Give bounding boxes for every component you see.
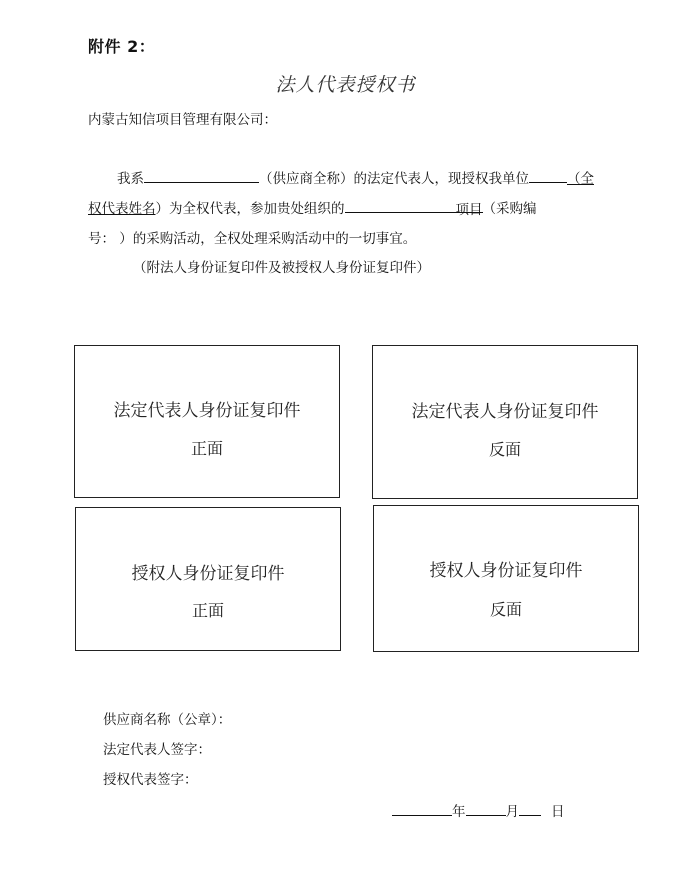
supplier-name-blank[interactable]	[144, 165, 259, 183]
day-blank[interactable]	[519, 798, 541, 816]
day-label: 日	[551, 804, 565, 820]
id-box-legal-front	[74, 345, 340, 498]
id-box-auth-front	[75, 507, 341, 651]
legal-rep-signature-label: 法定代表人签字：	[103, 742, 211, 758]
body-text: ）为全权代表，参加贵处组织的	[155, 201, 345, 217]
project-name-blank[interactable]	[345, 195, 483, 218]
attachment-note: （附法人身份证复印件及被授权人身份证复印件）	[133, 260, 430, 276]
year-blank[interactable]	[392, 798, 452, 816]
body-line-3: 号： ）的采购活动，全权处理采购活动中的一切事宜。	[88, 231, 417, 247]
year-label: 年	[452, 804, 466, 820]
id-box-side: 反面	[489, 600, 522, 619]
id-box-caption: 法定代表人身份证复印件	[113, 401, 301, 421]
month-label: 月	[505, 804, 519, 820]
attachment-label: 附件 2：	[88, 37, 156, 56]
id-box-auth-back	[373, 505, 639, 652]
authorized-rep-signature-label: 授权代表签字：	[103, 772, 198, 788]
id-box-caption: 法定代表人身份证复印件	[411, 402, 599, 422]
id-box-caption: 授权人身份证复印件	[429, 561, 583, 581]
body-text: （供应商全称）的法定代表人，现授权我单位	[259, 171, 529, 187]
id-box-side: 反面	[488, 440, 521, 459]
id-box-side: 正面	[190, 439, 223, 458]
id-box-side: 正面	[191, 601, 224, 620]
body-text: 我系	[117, 171, 144, 187]
id-box-legal-back	[372, 345, 638, 499]
date-line	[392, 798, 565, 820]
unit-blank[interactable]	[529, 165, 567, 183]
body-text: 权代表姓名	[88, 201, 156, 217]
document-title: 法人代表授权书	[275, 74, 416, 96]
body-text: （全	[567, 171, 594, 187]
addressee: 内蒙古知信项目管理有限公司：	[88, 112, 277, 128]
id-box-caption: 授权人身份证复印件	[131, 564, 285, 584]
month-blank[interactable]	[466, 798, 506, 816]
body-line-1	[88, 164, 620, 194]
body-text: （采购编	[482, 201, 537, 217]
body-line-2	[88, 194, 620, 224]
supplier-seal-label: 供应商名称（公章）：	[103, 712, 232, 728]
project-label: 项目	[455, 202, 483, 218]
